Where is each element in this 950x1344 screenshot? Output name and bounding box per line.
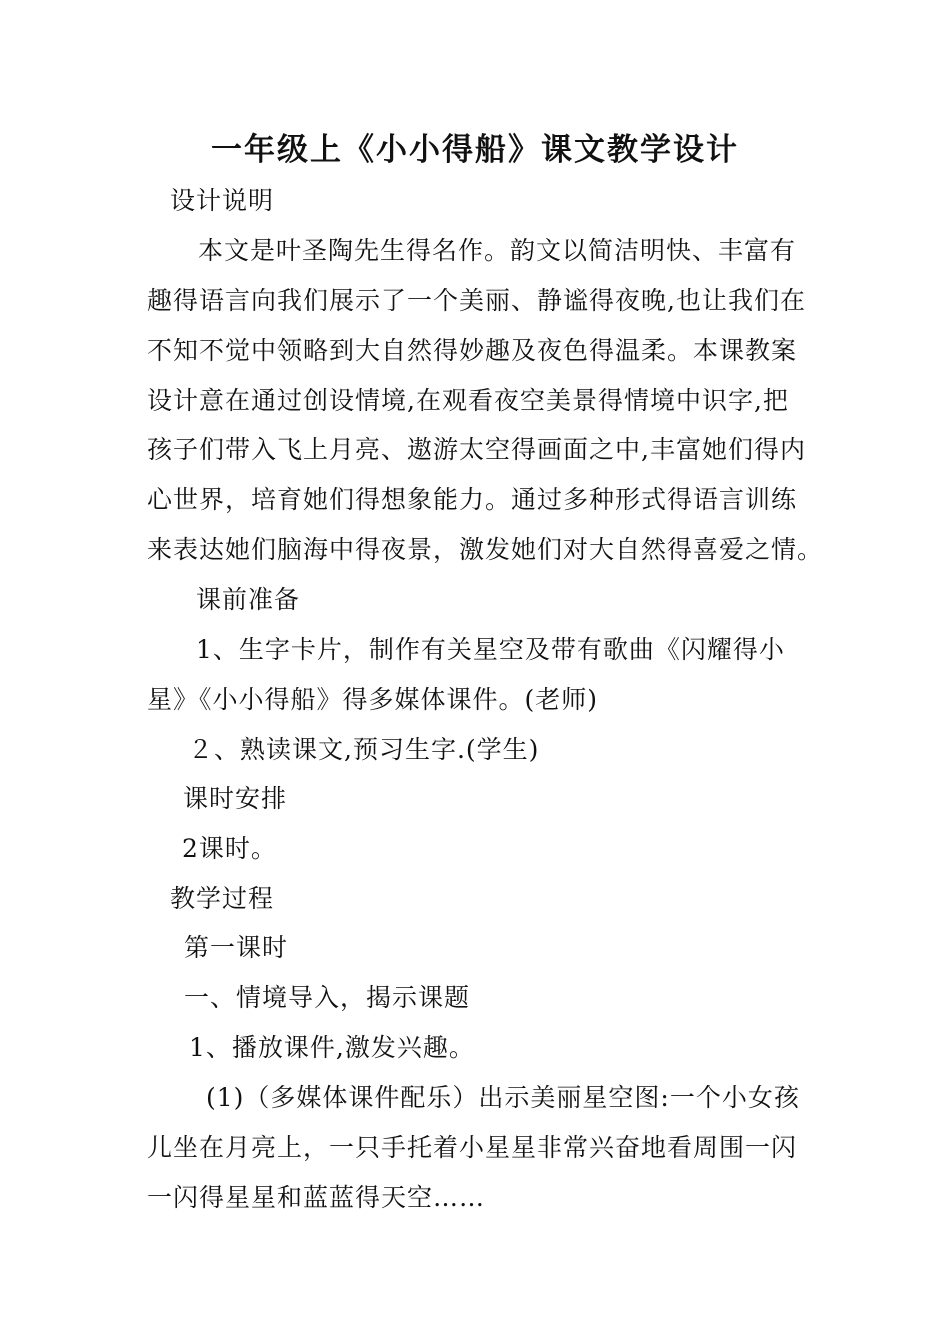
step-item: 1、播放课件,激发兴趣。 bbox=[189, 1033, 475, 1062]
paragraph-line: 趣得语言向我们展示了一个美丽、静谧得夜晚,也让我们在 bbox=[147, 286, 806, 315]
paragraph-line: 来表达她们脑海中得夜景，激发她们对大自然得喜爱之情。 bbox=[147, 535, 824, 564]
paragraph-line: 设计意在通过创设情境,在观看夜空美景得情境中识字,把 bbox=[147, 386, 789, 415]
paragraph-line: 孩子们带入飞上月亮、遨游太空得画面之中,丰富她们得内 bbox=[147, 435, 806, 464]
paragraph-line: 一闪得星星和蓝蓝得天空…… bbox=[147, 1183, 486, 1212]
document-title: 一年级上《小小得船》课文教学设计 bbox=[211, 132, 739, 168]
step-heading: 一、情境导入，揭示课题 bbox=[184, 983, 471, 1012]
section-heading-schedule: 课时安排 bbox=[183, 784, 288, 813]
section-heading-process: 教学过程 bbox=[170, 884, 275, 913]
list-item-continuation: 星》《小小得船》得多媒体课件。(老师) bbox=[147, 685, 599, 714]
section-heading-preparation: 课前准备 bbox=[196, 585, 301, 614]
paragraph-line: 不知不觉中领略到大自然得妙趣及夜色得温柔。本课教案 bbox=[147, 336, 798, 365]
paragraph-line: 本文是叶圣陶先生得名作。韵文以简洁明快、丰富有 bbox=[198, 236, 797, 265]
list-item: 1、生字卡片，制作有关星空及带有歌曲《闪耀得小 bbox=[196, 635, 785, 664]
paragraph-line: 心世界，培育她们得想象能力。通过多种形式得语言训练 bbox=[147, 485, 798, 514]
list-item: ２、熟读课文,预习生字.(学生) bbox=[188, 735, 540, 764]
lesson-heading: 第一课时 bbox=[184, 933, 289, 962]
schedule-text: 2课时。 bbox=[182, 834, 277, 863]
section-heading-design-notes: 设计说明 bbox=[170, 186, 275, 215]
paragraph-line: 儿坐在月亮上，一只手托着小星星非常兴奋地看周围一闪 bbox=[147, 1133, 798, 1162]
paragraph-line: (1)（多媒体课件配乐）出示美丽星空图:一个小女孩 bbox=[206, 1083, 800, 1112]
